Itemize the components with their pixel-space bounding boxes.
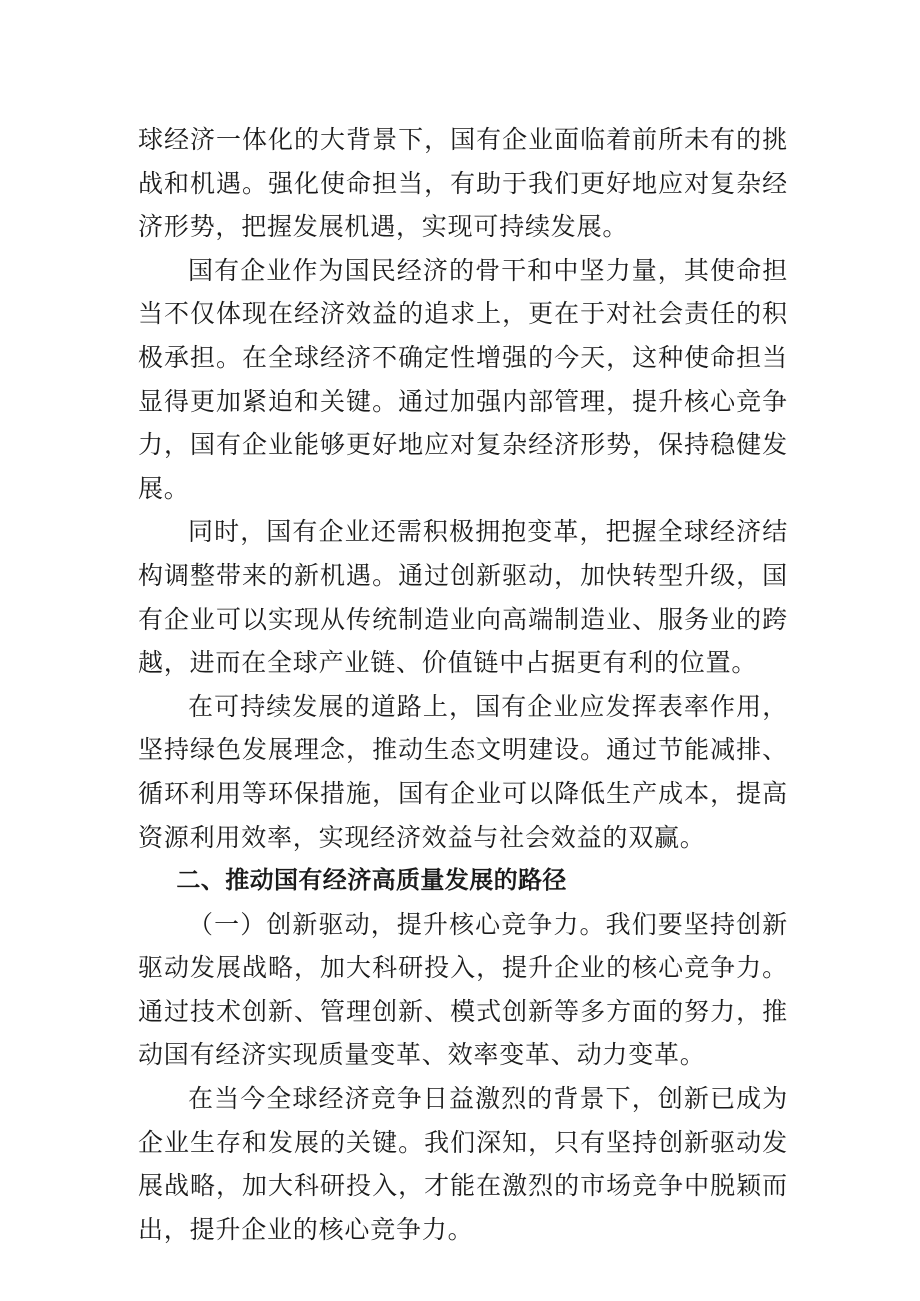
paragraph-mission: 国有企业作为国民经济的骨干和中坚力量，其使命担当不仅体现在经济效益的追求上，更在于对社会责任的积极承担。在全球经济不确定性增强的今天，这种使命担当显得更加紧迫和关键。通过加强内部管理，提升核心竞争力，国有企业能够更好地应对复杂经济形势，保持稳健发展。: [138, 255, 788, 503]
paragraph-sustainable: 在可持续发展的道路上，国有企业应发挥表率作用，坚持绿色发展理念，推动生态文明建设。通过节能减排、循环利用等环保措施，国有企业可以降低生产成本，提高资源利用效率，实现经济效益与社会效益的双赢。: [138, 691, 788, 852]
paragraph-innovation-context: 在当今全球经济竞争日益激烈的背景下，创新已成为企业生存和发展的关键。我们深知，只有坚持创新驱动发展战略，加大科研投入，才能在激烈的市场竞争中脱颖而出，提升企业的核心竞争力。: [138, 1084, 788, 1244]
document-body: [138, 118, 788, 1251]
paragraph-innovation-point: （一）创新驱动，提升核心竞争力。我们要坚持创新驱动发展战略，加大科研投入，提升企业的核心竞争力。通过技术创新、管理创新、模式创新等多方面的努力，推动国有经济实现质量变革、效率变革、动力变革。: [138, 909, 788, 1070]
paragraph-continued: 球经济一体化的大背景下，国有企业面临着前所未有的挑战和机遇。强化使命担当，有助于我们更好地应对复杂经济形势，把握发展机遇，实现可持续发展。: [138, 125, 788, 242]
section-heading: 二、推动国有经济高质量发展的路径: [176, 866, 567, 895]
paragraph-transformation: 同时，国有企业还需积极拥抱变革，把握全球经济结构调整带来的新机遇。通过创新驱动，加快转型升级，国有企业可以实现从传统制造业向高端制造业、服务业的跨越，进而在全球产业链、价值链中占据更有利的位置。: [138, 517, 788, 678]
